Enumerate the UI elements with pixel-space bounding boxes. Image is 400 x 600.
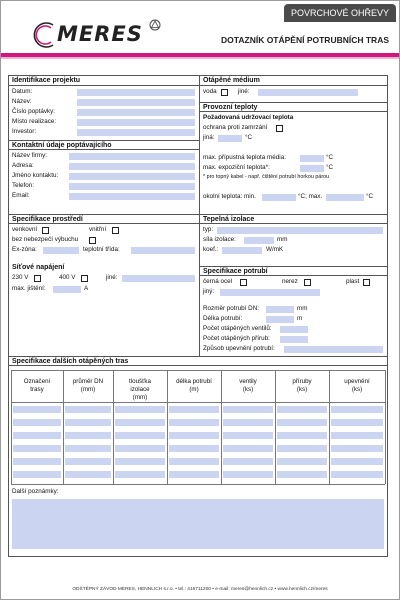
table-cell-input[interactable] <box>65 432 111 439</box>
table-column-rule <box>63 370 64 484</box>
temp-other-field[interactable] <box>218 135 242 142</box>
company-field[interactable] <box>69 153 195 160</box>
no-explosion-checkbox[interactable] <box>89 237 96 244</box>
unit-celsius-exposure: °C <box>326 164 334 171</box>
table-cell-input[interactable] <box>223 432 273 439</box>
section-heading-contact: Kontaktní údaje poptávajícího <box>9 140 199 150</box>
footer-contact: ODŠTĚPNÝ ZÁVOD MERES, HENNLICH s.r.o. • tel.: 416711200 • e-mail: meres@hennlich.cz • www.hennlich.cz/meres <box>72 587 328 592</box>
ambient-max-field[interactable] <box>326 194 364 201</box>
label-max-fuse: max. jištění: <box>12 285 46 292</box>
ex-zone-field[interactable] <box>43 247 79 254</box>
max-fuse-field[interactable] <box>53 286 81 293</box>
table-column-rule <box>275 370 276 484</box>
column-header-flanges: příruby (ks) <box>292 378 312 393</box>
logo-text: MERES <box>57 22 143 46</box>
column-header-pipe-length: délka potrubí (m) <box>176 378 212 393</box>
frost-protection-checkbox[interactable] <box>276 125 283 132</box>
label-date: Datum: <box>12 88 33 95</box>
label-ex-zone: Ex-zóna: <box>12 246 37 253</box>
230v-checkbox[interactable] <box>34 275 41 282</box>
label-phone: Telefon: <box>12 182 35 189</box>
table-column-rule <box>11 370 12 484</box>
table-cell-input[interactable] <box>65 419 111 426</box>
unit-wmk: W/mK <box>266 246 284 253</box>
label-400v: 400 V <box>59 274 76 281</box>
unit-ampere: A <box>84 285 89 292</box>
notes-textarea[interactable] <box>12 499 384 549</box>
table-cell-input[interactable] <box>277 458 327 465</box>
table-cell-input[interactable] <box>277 471 327 478</box>
label-230v: 230 V <box>12 274 29 281</box>
table-cell-input[interactable] <box>331 445 383 452</box>
power-other-field[interactable] <box>122 275 195 282</box>
pipe-length-field[interactable] <box>266 316 294 323</box>
table-column-rule <box>221 370 222 484</box>
inquiry-number-field[interactable] <box>77 109 195 116</box>
column-header-valves: ventily (ks) <box>239 378 257 393</box>
table-cell-input[interactable] <box>331 432 383 439</box>
label-ambient-max: °C; max. <box>298 193 323 200</box>
table-cell-input[interactable] <box>223 471 273 478</box>
temp-class-field[interactable] <box>131 247 195 254</box>
label-plastic: plast <box>346 278 360 285</box>
table-cell-input[interactable] <box>169 445 219 452</box>
table-cell-input[interactable] <box>277 432 327 439</box>
table-cell-input[interactable] <box>169 458 219 465</box>
accent-stripe-light <box>1 57 399 59</box>
mounting-field[interactable] <box>284 346 383 353</box>
column-header-diameter: průměr DN (mm) <box>72 378 104 393</box>
unit-celsius-ambient: °C <box>366 193 374 200</box>
label-investor: Investor: <box>12 128 37 135</box>
table-column-rule <box>113 370 114 484</box>
category-tab: POVRCHOVÉ OHŘEVY <box>284 4 396 22</box>
label-insulation-thickness: síla izolace: <box>203 236 236 243</box>
valves-count-field[interactable] <box>280 326 308 333</box>
section-heading-pipe: Specifikace potrubí <box>200 266 387 276</box>
outdoor-checkbox[interactable] <box>42 227 49 234</box>
project-name-field[interactable] <box>77 99 195 106</box>
insulation-thickness-field[interactable] <box>244 237 274 244</box>
coefficient-field[interactable] <box>222 247 262 254</box>
column-header-mounting: upevnění (ks) <box>344 378 370 393</box>
table-cell-input[interactable] <box>13 471 61 478</box>
insulation-type-field[interactable] <box>217 227 383 234</box>
unit-celsius-other: °C <box>245 134 253 141</box>
table-cell-input[interactable] <box>65 406 111 413</box>
label-flanges-count: Počet otápěných přírub: <box>203 335 270 342</box>
label-temp-class: teplotní třída: <box>83 246 120 253</box>
pipe-dn-field[interactable] <box>266 306 294 313</box>
form-frame <box>8 75 388 557</box>
max-medium-temp-field[interactable] <box>300 155 324 162</box>
table-cell-input[interactable] <box>13 445 61 452</box>
label-max-exposure-temp: max. expoziční teplota*: <box>203 164 270 171</box>
label-name: Název: <box>12 98 32 105</box>
label-power-other: jiné: <box>106 274 118 281</box>
table-cell-input[interactable] <box>115 471 165 478</box>
logo-emblem-icon <box>149 19 161 31</box>
label-stainless: nerez <box>282 278 298 285</box>
medium-other-field[interactable] <box>258 89 358 96</box>
table-cell-input[interactable] <box>277 445 327 452</box>
label-location: Místo realizace: <box>12 118 57 125</box>
pipe-other-field[interactable] <box>220 289 320 296</box>
unit-celsius-medium: °C <box>326 154 334 161</box>
table-cell-input[interactable] <box>115 406 165 413</box>
label-inquiry-number: Číslo poptávky: <box>12 108 56 115</box>
table-cell-input[interactable] <box>223 445 273 452</box>
indoor-checkbox[interactable] <box>112 227 119 234</box>
table-cell-input[interactable] <box>65 445 111 452</box>
label-outdoor: venkovní <box>12 226 38 233</box>
table-cell-input[interactable] <box>277 406 327 413</box>
table-column-rule <box>167 370 168 484</box>
right-column <box>200 76 387 356</box>
section-heading-environment: Specifikace prostředí <box>9 214 199 224</box>
unit-mm-dn: mm <box>297 305 308 312</box>
label-indoor: vnitřní <box>89 226 107 233</box>
table-cell-input[interactable] <box>331 458 383 465</box>
phone-field[interactable] <box>69 183 195 190</box>
label-email: Email: <box>12 192 30 199</box>
column-header-route: Označení trasy <box>23 378 51 393</box>
unit-m-length: m <box>297 315 303 322</box>
table-cell-input[interactable] <box>331 406 383 413</box>
table-cell-input[interactable] <box>223 406 273 413</box>
table-cell-input[interactable] <box>169 406 219 413</box>
label-company: Název firmy: <box>12 152 47 159</box>
meres-logo <box>31 21 161 49</box>
label-pipe-dn: Rozměr potrubí DN: <box>203 305 259 312</box>
label-no-explosion: bez nebezpečí výbuchu <box>12 236 79 243</box>
label-pipe-length: Délka potrubí: <box>203 315 243 322</box>
stainless-checkbox[interactable] <box>304 279 311 286</box>
exposure-note: * pro topný kabel - např. čištění potrubí horkou párou <box>203 174 330 180</box>
label-notes: Další poznámky: <box>12 488 59 495</box>
label-ambient-min: okolní teplota: min. <box>203 193 256 200</box>
400v-checkbox[interactable] <box>81 275 88 282</box>
column-header-insulation-thickness: tloušťka izolace (mm) <box>129 378 151 401</box>
section-heading-power: Síťové napájení <box>12 264 65 271</box>
label-temp-other: jiná: <box>203 134 215 141</box>
label-pipe-other: jiný: <box>203 288 215 295</box>
table-cell-input[interactable] <box>169 432 219 439</box>
table-cell-input[interactable] <box>223 419 273 426</box>
table-cell-input[interactable] <box>169 419 219 426</box>
plastic-checkbox[interactable] <box>363 279 370 286</box>
flanges-count-field[interactable] <box>280 336 308 343</box>
label-contact-name: Jméno kontaktu: <box>12 172 59 179</box>
max-exposure-temp-field[interactable] <box>300 165 324 172</box>
date-field[interactable] <box>77 89 195 96</box>
table-cell-input[interactable] <box>13 406 61 413</box>
label-black-steel: černá ocel <box>203 278 233 285</box>
table-cell-input[interactable] <box>115 445 165 452</box>
label-water: voda <box>203 88 217 95</box>
routes-section <box>9 356 387 556</box>
table-rule <box>11 484 385 485</box>
address-field[interactable] <box>69 163 195 170</box>
water-checkbox[interactable] <box>221 89 228 96</box>
table-cell-input[interactable] <box>13 458 61 465</box>
label-insulation-type: typ: <box>203 226 214 233</box>
document-title: DOTAZNÍK OTÁPĚNÍ POTRUBNÍCH TRAS <box>221 35 389 45</box>
table-cell-input[interactable] <box>13 432 61 439</box>
section-heading-operating-temps: Provozní teploty <box>200 102 387 112</box>
section-heading-identification: Identifikace projektu <box>9 76 199 86</box>
label-max-medium-temp: max. přípustná teplota média: <box>203 154 286 161</box>
label-address: Adresa: <box>12 162 34 169</box>
table-cell-input[interactable] <box>65 471 111 478</box>
email-field[interactable] <box>69 193 195 200</box>
ambient-min-field[interactable] <box>262 194 296 201</box>
table-cell-input[interactable] <box>331 419 383 426</box>
section-heading-medium: Otápěné médium <box>200 76 387 86</box>
table-cell-input[interactable] <box>13 419 61 426</box>
left-column <box>9 76 200 356</box>
table-cell-input[interactable] <box>331 471 383 478</box>
label-frost-protection: ochrana proti zamrzání <box>203 124 268 131</box>
label-coefficient: koef.: <box>203 246 219 253</box>
section-heading-insulation: Tepelná izolace <box>200 214 387 224</box>
label-valves-count: Počet otápěných ventilů: <box>203 325 272 332</box>
table-cell-input[interactable] <box>277 419 327 426</box>
table-cell-input[interactable] <box>169 471 219 478</box>
table-cell-input[interactable] <box>65 458 111 465</box>
table-cell-input[interactable] <box>115 432 165 439</box>
table-cell-input[interactable] <box>115 419 165 426</box>
location-field[interactable] <box>77 119 195 126</box>
label-medium-other: jiné: <box>238 88 250 95</box>
label-required-temp: Požadovaná udržovací teplota <box>203 114 294 121</box>
label-mounting: Způsob upevnění potrubí: <box>203 345 275 352</box>
table-column-rule <box>385 370 386 484</box>
table-cell-input[interactable] <box>115 458 165 465</box>
section-heading-routes: Specifikace dalších otápěných tras <box>9 356 387 366</box>
investor-field[interactable] <box>77 129 195 136</box>
black-steel-checkbox[interactable] <box>240 279 247 286</box>
contact-name-field[interactable] <box>69 173 195 180</box>
table-column-rule <box>329 370 330 484</box>
unit-mm-thickness: mm <box>277 236 288 243</box>
table-cell-input[interactable] <box>223 458 273 465</box>
